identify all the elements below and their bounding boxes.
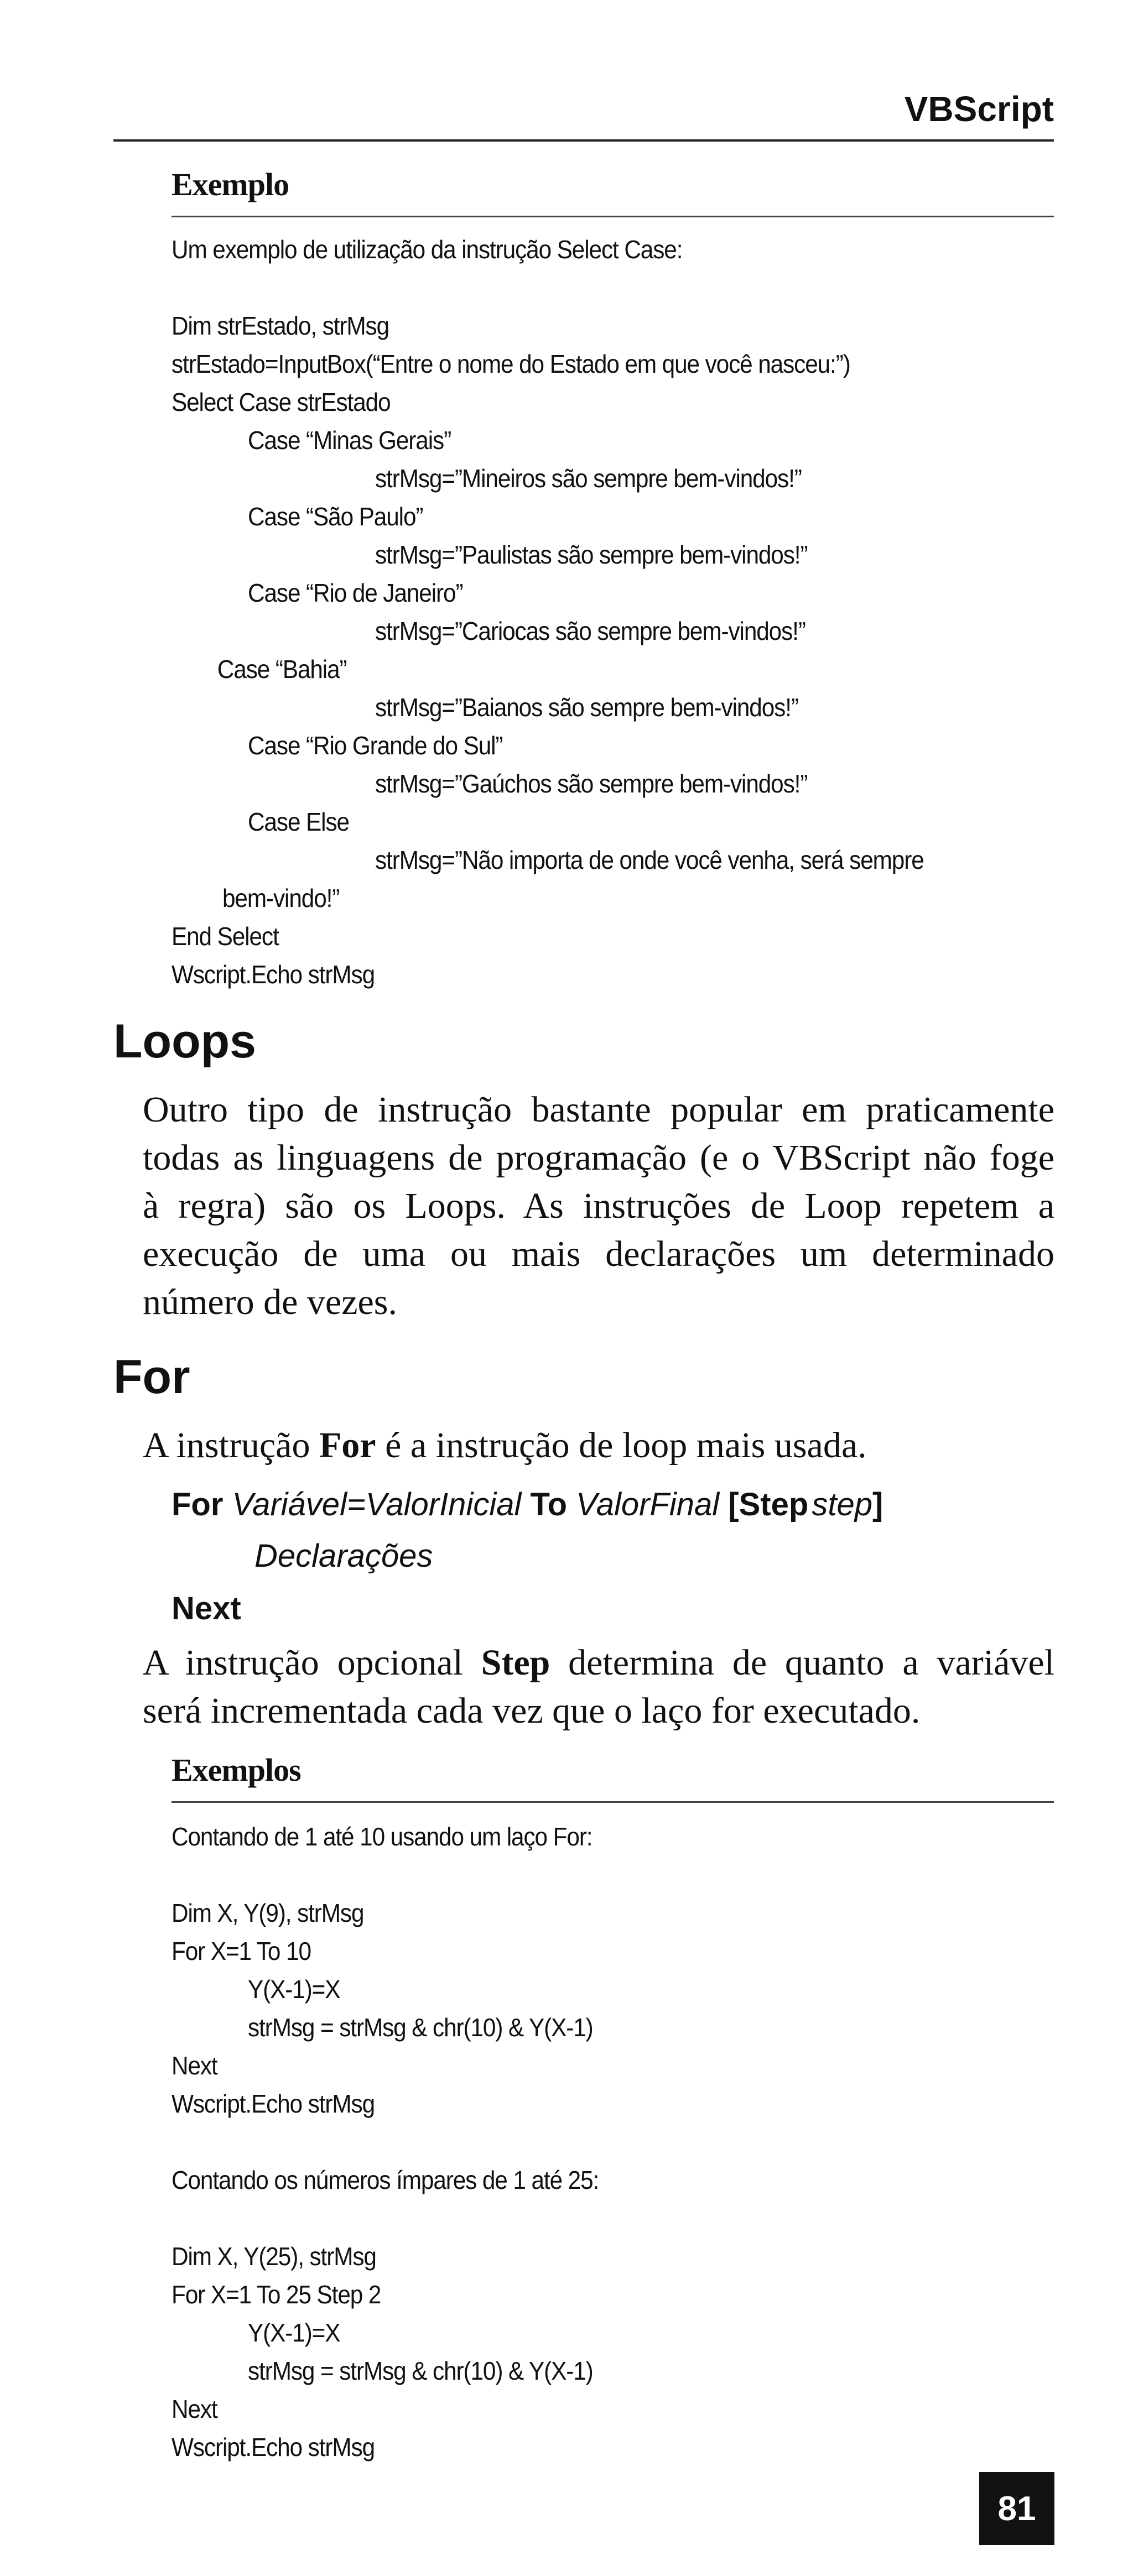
code-line: strMsg = strMsg & chr(10) & Y(X-1)	[248, 2356, 593, 2385]
example-label: Exemplo	[171, 166, 289, 202]
syntax-param: Variável=ValorInicial	[232, 1487, 522, 1522]
blank-line	[171, 2123, 599, 2161]
paragraph-line: será incrementada cada vez que o laço for executado.	[143, 1691, 921, 1731]
for-heading: For	[113, 1350, 190, 1404]
step-paragraph	[143, 1639, 1054, 1735]
code-line: strEstado=InputBox(“Entre o nome do Estado em que você nasceu:”)	[171, 350, 850, 378]
for-intro-text: A instrução	[143, 1425, 319, 1466]
code-line: Wscript.Echo strMsg	[171, 2433, 375, 2462]
code-line: Case “Rio de Janeiro”	[248, 578, 463, 607]
code-line: strMsg=”Paulistas são sempre bem-vindos!”	[375, 540, 808, 569]
for-intro	[143, 1421, 1054, 1469]
loops-paragraph	[143, 1086, 1054, 1326]
select-case-example	[171, 231, 989, 994]
for-examples	[171, 1818, 636, 2467]
step-text: A instrução opcional	[143, 1642, 481, 1683]
for-keyword: For	[319, 1425, 376, 1466]
blank-line	[171, 2199, 599, 2238]
code-line: Y(X-1)=X	[248, 1975, 340, 2004]
code-line: Select Case strEstado	[171, 388, 391, 416]
paragraph-line: à regra) são os Loops. As instruções de Loop repetem a	[143, 1186, 1054, 1226]
syntax-param: ValorFinal	[576, 1487, 720, 1522]
code-line: For X=1 To 25 Step 2	[171, 2280, 381, 2309]
code-line: Case “Minas Gerais”	[248, 426, 451, 455]
code-line: Case “Bahia”	[217, 655, 347, 684]
paragraph-line: todas as linguagens de programação (e o VBScript não foge	[143, 1138, 1054, 1178]
code-line: Wscript.Echo strMsg	[171, 960, 375, 989]
code-line: End Select	[171, 922, 279, 951]
code-line: Next	[171, 2395, 217, 2423]
code-line: strMsg = strMsg & chr(10) & Y(X-1)	[248, 2013, 593, 2042]
code-line: Y(X-1)=X	[248, 2318, 340, 2347]
code-line: strMsg=”Cariocas são sempre bem-vindos!”	[375, 617, 805, 645]
for-intro-text: é a instrução de loop mais usada.	[376, 1425, 867, 1466]
example-intro: Contando os números ímpares de 1 até 25:	[171, 2166, 599, 2194]
loops-heading: Loops	[113, 1015, 256, 1068]
code-line: Dim X, Y(25), strMsg	[171, 2242, 376, 2271]
code-line: Next	[171, 2051, 217, 2080]
code-line: Case “Rio Grande do Sul”	[248, 731, 503, 760]
examples-label: Exemplos	[171, 1752, 301, 1788]
code-line: strMsg=”Mineiros são sempre bem-vindos!”	[375, 464, 802, 493]
example-intro: Contando de 1 até 10 usando um laço For:	[171, 1822, 593, 1851]
syntax-keyword: [Step	[728, 1487, 809, 1522]
paragraph-line	[143, 1639, 1054, 1687]
code-line: bem-vindo!”	[222, 884, 340, 912]
blank-line	[171, 1856, 599, 1894]
for-syntax-line	[171, 1489, 883, 1521]
code-line: strMsg=”Gaúchos são sempre bem-vindos!”	[375, 769, 808, 798]
code-line: strMsg=”Não importa de onde você venha, será sempre	[375, 846, 924, 874]
syntax-next: Next	[171, 1591, 241, 1626]
step-keyword: Step	[481, 1642, 550, 1683]
blank-line	[171, 269, 924, 307]
code-line: Dim strEstado, strMsg	[171, 311, 389, 340]
paragraph-line: Outro tipo de instrução bastante popular em praticamente	[143, 1089, 1054, 1130]
page-number-box	[979, 2472, 1054, 2545]
header-rule	[113, 139, 1054, 142]
examples-rule	[171, 1801, 1054, 1803]
example-intro: Um exemplo de utilização da instrução Select Case:	[171, 235, 683, 264]
running-head: VBScript	[904, 89, 1054, 129]
code-line: strMsg=”Baianos são sempre bem-vindos!”	[375, 693, 798, 722]
code-line: For X=1 To 10	[171, 1937, 311, 1965]
code-line: Dim X, Y(9), strMsg	[171, 1899, 364, 1927]
code-line: Wscript.Echo strMsg	[171, 2089, 375, 2118]
syntax-keyword: ]	[872, 1487, 883, 1522]
paragraph-line: número de vezes.	[143, 1282, 397, 1322]
code-line: Case “São Paulo”	[248, 502, 423, 531]
paragraph-line: execução de uma ou mais declarações um determinado	[143, 1234, 1054, 1274]
code-line: Case Else	[248, 807, 349, 836]
syntax-keyword: To	[530, 1487, 568, 1522]
syntax-param: step	[812, 1487, 873, 1522]
example-rule	[171, 216, 1054, 217]
syntax-keyword: For	[171, 1487, 224, 1522]
syntax-statements: Declarações	[254, 1538, 433, 1574]
page-number: 81	[997, 2489, 1036, 2528]
step-text: determina de quanto a variável	[550, 1642, 1054, 1683]
